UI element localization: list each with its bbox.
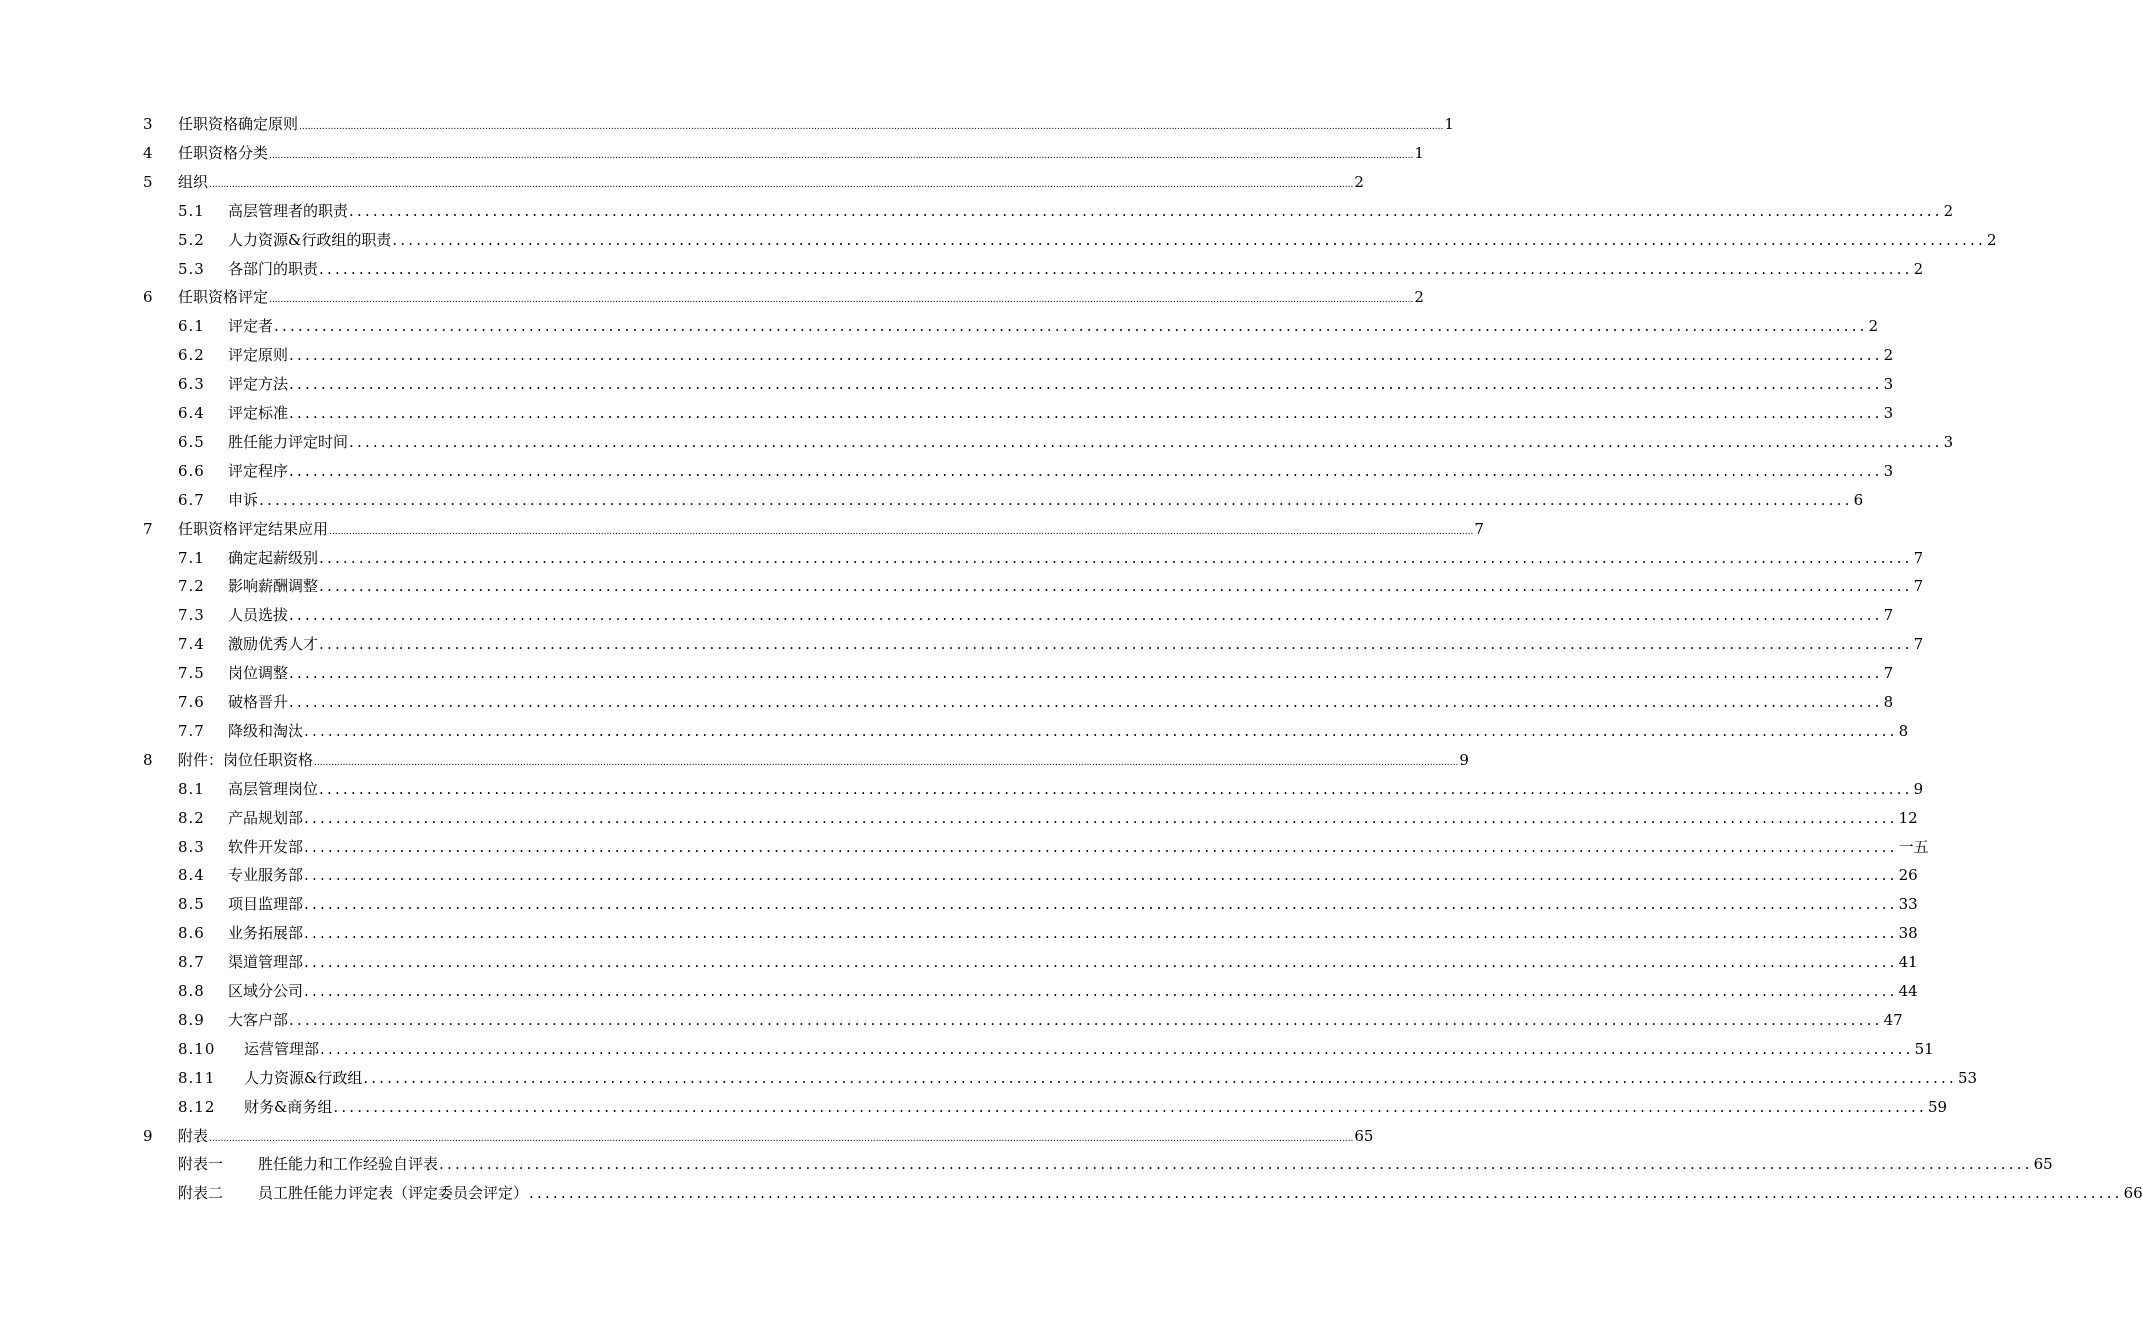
toc-entry[interactable] [0, 517, 1484, 541]
toc-entry-title: 附件：岗位任职资格 [178, 750, 314, 769]
toc-entry-page: 59 [1927, 1097, 1948, 1116]
toc-entry-title: 专业服务部 [228, 866, 304, 885]
toc-entry-title: 业务拓展部 [228, 924, 304, 943]
toc-entry[interactable] [0, 719, 1909, 743]
toc-entry-page: 一五 [1898, 837, 1929, 856]
toc-entry-line [228, 777, 1924, 801]
toc-entry-line [178, 1124, 1374, 1151]
toc-entry-title: 降级和淘汰 [228, 721, 304, 740]
toc-entry-title: 员工胜任能力评定表（评定委员会评定） [258, 1184, 529, 1203]
toc-entry-page: 41 [1898, 953, 1918, 972]
dot-leader: ........................................................................................................................................................................................................ [304, 721, 1898, 740]
toc-entry-page: 6 [1853, 490, 1864, 509]
toc-entry-page: 2 [1943, 201, 1954, 220]
toc-entry-page: 47 [1883, 1010, 1903, 1029]
dot-leader: ................................................................................................................................................................................................................................................................................................................................................................................................................ [209, 179, 1354, 190]
toc-entry-number: 8 [143, 750, 153, 769]
toc-entry[interactable] [0, 1066, 1978, 1090]
toc-entry[interactable] [0, 112, 1454, 136]
dot-leader: ........................................................................................................................................................................................................ [274, 317, 1868, 336]
dot-leader: ........................................................................................................................................................................................................ [333, 1097, 1927, 1116]
toc-entry-page: 2 [1868, 317, 1879, 336]
toc-entry-page: 7 [1474, 519, 1484, 538]
toc-entry[interactable] [0, 892, 1918, 916]
toc-entry[interactable] [0, 285, 1424, 309]
toc-entry-title: 人力资源&行政组的职责 [228, 230, 392, 249]
toc-entry[interactable] [0, 343, 1894, 367]
toc-entry-page: 2 [1414, 288, 1424, 307]
toc-entry-number: 7 [143, 519, 153, 538]
toc-entry[interactable] [0, 921, 1918, 945]
toc-entry[interactable] [0, 401, 1894, 425]
dot-leader: ........................................................................................................................................................................................................ [289, 1010, 1883, 1029]
toc-entry-page: 3 [1883, 404, 1894, 422]
toc-entry-line [228, 1008, 1903, 1032]
toc-entry[interactable] [0, 690, 1894, 714]
toc-entry[interactable] [0, 228, 1997, 252]
toc-entry-title: 组织 [178, 172, 209, 191]
dot-leader: ........................................................................................................................................................................................................ [439, 1155, 2033, 1174]
toc-entry-title: 财务&商务组 [244, 1097, 333, 1116]
toc-entry-number: 8.7 [178, 953, 205, 972]
toc-entry[interactable] [0, 979, 1918, 1003]
toc-entry-line [178, 112, 1454, 139]
toc-entry-number: 6.4 [178, 404, 205, 422]
toc-entry-line [228, 863, 1918, 887]
toc-entry-line [228, 343, 1894, 367]
toc-entry-page: 7 [1913, 635, 1924, 654]
toc-entry-title: 评定程序 [228, 461, 289, 480]
dot-leader: ................................................................................................................................................................................................................................................................................................................................................................................................................ [269, 150, 1414, 161]
toc-entry[interactable] [0, 1037, 1934, 1061]
toc-entry-page: 7 [1913, 548, 1924, 567]
toc-entry-title: 激励优秀人才 [228, 635, 319, 654]
toc-entry-number: 附表二 [178, 1184, 224, 1203]
toc-entry-page: 65 [2033, 1155, 2053, 1174]
dot-leader: ........................................................................................................................................................................................................ [319, 635, 1913, 654]
toc-entry-page: 7 [1883, 664, 1894, 683]
toc-entry-line [228, 892, 1918, 916]
toc-entry-title: 高层管理岗位 [228, 779, 319, 798]
dot-leader: ........................................................................................................................................................................................................ [363, 1068, 1957, 1087]
toc-entry-number: 8.2 [178, 808, 205, 827]
dot-leader: ........................................................................................................................................................................................................ [320, 1039, 1914, 1058]
toc-entry[interactable] [0, 199, 1954, 223]
toc-entry-number: 7.7 [178, 721, 205, 740]
toc-entry-line [228, 950, 1918, 974]
toc-entry-number: 8.10 [178, 1039, 216, 1058]
toc-entry-number: 7.5 [178, 664, 205, 683]
toc-entry-title: 评定方法 [228, 375, 289, 394]
toc-entry-line [258, 1181, 2143, 1205]
toc-entry-line [258, 1152, 2053, 1176]
toc-entry-line [228, 199, 1954, 223]
toc-entry-line [178, 517, 1484, 544]
toc-entry-title: 人力资源&行政组 [244, 1068, 363, 1087]
dot-leader: ........................................................................................................................................................................................................ [319, 779, 1913, 798]
toc-entry-title: 影响薪酬调整 [228, 577, 319, 596]
toc-entry-title: 软件开发部 [228, 837, 304, 856]
toc-entry-line [228, 979, 1918, 1003]
dot-leader: ........................................................................................................................................................................................................ [319, 577, 1913, 596]
toc-entry-title: 附表 [178, 1126, 209, 1145]
dot-leader: ........................................................................................................................................................................................................ [289, 375, 1883, 394]
toc-entry-page: 53 [1957, 1068, 1978, 1087]
toc-entry-page: 2 [1354, 172, 1364, 191]
dot-leader: ........................................................................................................................................................................................................ [289, 606, 1883, 625]
toc-entry-number: 8.1 [178, 779, 205, 798]
toc-entry-number: 4 [143, 143, 153, 162]
toc-entry-number: 9 [143, 1126, 153, 1145]
dot-leader: ................................................................................................................................................................................................................................................................................................................................................................................................................ [269, 295, 1414, 306]
dot-leader: ................................................................................................................................................................................................................................................................................................................................................................................................................ [209, 1133, 1354, 1144]
toc-entry-page: 8 [1883, 693, 1894, 711]
toc-entry[interactable] [0, 632, 1924, 656]
toc-entry[interactable] [0, 314, 1879, 338]
toc-entry-title: 任职资格分类 [178, 143, 269, 162]
toc-entry-title: 大客户部 [228, 1010, 289, 1029]
toc-entry-line [228, 661, 1894, 685]
toc-entry-number: 8.5 [178, 895, 205, 914]
dot-leader: ........................................................................................................................................................................................................ [289, 346, 1883, 365]
toc-entry-title: 运营管理部 [244, 1039, 320, 1058]
toc-entry[interactable] [0, 863, 1918, 887]
toc-entry[interactable] [0, 141, 1424, 165]
dot-leader: ........................................................................................................................................................................................................ [304, 982, 1898, 1000]
toc-entry-title: 产品规划部 [228, 808, 304, 827]
toc-entry-page: 1 [1444, 115, 1454, 133]
toc-entry-page: 9 [1459, 750, 1469, 769]
toc-entry-number: 8.8 [178, 982, 205, 1000]
toc-entry-line [228, 603, 1894, 627]
toc-entry-line [178, 141, 1424, 168]
toc-entry-line [228, 921, 1918, 945]
toc-entry-line [178, 285, 1424, 312]
toc-entry-page: 8 [1898, 721, 1909, 740]
toc-entry-line [228, 257, 1924, 281]
toc-entry-page: 7 [1913, 577, 1924, 596]
dot-leader: ........................................................................................................................................................................................................ [304, 866, 1898, 885]
dot-leader: ........................................................................................................................................................................................................ [289, 693, 1883, 711]
toc-entry-number: 5.1 [178, 201, 205, 220]
toc-entry-title: 评定原则 [228, 346, 289, 365]
toc-entry-title: 申诉 [228, 490, 259, 509]
toc-entry-page: 3 [1883, 375, 1894, 394]
toc-entry[interactable] [0, 777, 1924, 801]
toc-entry-page: 66 [2123, 1184, 2143, 1203]
toc-entry[interactable] [0, 574, 1924, 598]
toc-entry-title: 评定者 [228, 317, 274, 336]
toc-entry-title: 高层管理者的职责 [228, 201, 349, 220]
toc-entry-page: 51 [1914, 1039, 1934, 1058]
toc-entry[interactable] [0, 748, 1469, 772]
toc-entry-page: 3 [1943, 432, 1954, 451]
toc-entry-line [228, 719, 1909, 743]
toc-entry-title: 胜任能力和工作经验自评表 [258, 1155, 439, 1174]
toc-entry-line [228, 690, 1894, 714]
toc-entry-title: 岗位调整 [228, 664, 289, 683]
toc-entry[interactable] [0, 835, 1929, 859]
toc-entry-number: 7.2 [178, 577, 205, 596]
toc-entry-number: 8.12 [178, 1097, 216, 1116]
toc-entry[interactable] [0, 950, 1918, 974]
dot-leader: ........................................................................................................................................................................................................ [304, 924, 1898, 943]
toc-entry-line [228, 835, 1929, 859]
dot-leader: ........................................................................................................................................................................................................ [319, 548, 1913, 567]
toc-entry-page: 33 [1898, 895, 1918, 914]
toc-entry-title: 区域分公司 [228, 982, 304, 1000]
toc-entry-number: 6.3 [178, 375, 205, 394]
toc-entry-page: 7 [1883, 606, 1894, 625]
toc-entry-line [228, 806, 1918, 830]
toc-entry-number: 8.4 [178, 866, 205, 885]
toc-entry-page: 9 [1913, 779, 1924, 798]
dot-leader: ................................................................................................................................................................................................................................................................................................................................................................................................................ [299, 122, 1444, 132]
toc-entry-number: 8.11 [178, 1068, 216, 1087]
toc-entry-page: 2 [1986, 230, 1997, 249]
toc-entry-line [228, 228, 1997, 252]
toc-entry-number: 6.1 [178, 317, 205, 336]
dot-leader: ........................................................................................................................................................................................................ [392, 230, 1986, 249]
toc-entry-line [228, 574, 1924, 598]
toc-entry[interactable] [0, 661, 1894, 685]
toc-entry-title: 评定标准 [228, 404, 289, 422]
toc-entry-page: 2 [1913, 259, 1924, 278]
toc-entry-line [244, 1095, 1948, 1119]
dot-leader: ........................................................................................................................................................................................................ [529, 1184, 2123, 1203]
toc-entry[interactable] [0, 603, 1894, 627]
dot-leader: ........................................................................................................................................................................................................ [289, 404, 1883, 422]
toc-entry[interactable] [0, 459, 1894, 483]
dot-leader: ........................................................................................................................................................................................................ [349, 201, 1943, 220]
toc-entry[interactable] [0, 1124, 1374, 1148]
toc-entry-title: 任职资格评定结果应用 [178, 519, 329, 538]
toc-entry-number: 6.2 [178, 346, 205, 365]
toc-entry-line [244, 1037, 1934, 1061]
dot-leader: ........................................................................................................................................................................................................ [304, 895, 1898, 914]
toc-entry-number: 5 [143, 172, 153, 191]
toc-entry-page: 2 [1883, 346, 1894, 365]
toc-entry[interactable] [0, 806, 1918, 830]
toc-entry[interactable] [0, 546, 1924, 570]
toc-entry-number: 6.7 [178, 490, 205, 509]
toc-entry-number: 7.3 [178, 606, 205, 625]
dot-leader: ........................................................................................................................................................................................................ [349, 432, 1943, 451]
toc-entry-line [244, 1066, 1978, 1090]
toc-entry-line [228, 430, 1954, 454]
toc-entry-number: 8.9 [178, 1010, 205, 1029]
toc-entry-title: 项目监理部 [228, 895, 304, 914]
toc-entry-number: 6 [143, 288, 153, 307]
toc-entry-line [228, 401, 1894, 425]
toc-entry[interactable] [0, 372, 1894, 396]
toc-entry[interactable] [0, 1095, 1948, 1119]
toc-entry-number: 3 [143, 115, 153, 133]
toc-entry-page: 44 [1898, 982, 1918, 1000]
toc-entry[interactable] [0, 488, 1864, 512]
toc-entry[interactable] [0, 170, 1364, 194]
toc-entry-title: 任职资格确定原则 [178, 115, 299, 133]
toc-entry-line [228, 488, 1864, 512]
toc-entry-number: 6.5 [178, 432, 205, 451]
toc-entry-page: 26 [1898, 866, 1918, 885]
toc-entry-title: 胜任能力评定时间 [228, 432, 349, 451]
toc-entry-page: 1 [1414, 143, 1424, 162]
dot-leader: ........................................................................................................................................................................................................ [259, 490, 1853, 509]
dot-leader: ........................................................................................................................................................................................................ [289, 461, 1883, 480]
toc-entry-number: 附表一 [178, 1155, 224, 1174]
dot-leader: ........................................................................................................................................................................................................ [304, 837, 1898, 856]
toc-entry-line [228, 372, 1894, 396]
toc-entry-line [178, 748, 1469, 775]
toc-entry-line [228, 546, 1924, 570]
toc-entry[interactable] [0, 1152, 2053, 1176]
toc-entry-title: 任职资格评定 [178, 288, 269, 307]
toc-entry-title: 渠道管理部 [228, 953, 304, 972]
dot-leader: ........................................................................................................................................................................................................ [319, 259, 1913, 278]
toc-entry-line [228, 459, 1894, 483]
toc-entry-number: 8.3 [178, 837, 205, 856]
toc-entry-number: 7.4 [178, 635, 205, 654]
toc-entry-number: 5.3 [178, 259, 205, 278]
toc-entry[interactable] [0, 430, 1954, 454]
toc-entry-number: 7.1 [178, 548, 205, 567]
toc-entry-number: 6.6 [178, 461, 205, 480]
toc-entry-number: 7.6 [178, 693, 205, 711]
toc-entry-number: 8.6 [178, 924, 205, 943]
toc-entry-line [228, 632, 1924, 656]
dot-leader: ................................................................................................................................................................................................................................................................................................................................................................................................................ [329, 526, 1474, 537]
toc-entry-title: 各部门的职责 [228, 259, 319, 278]
dot-leader: ................................................................................................................................................................................................................................................................................................................................................................................................................ [314, 757, 1459, 768]
toc-entry-number: 5.2 [178, 230, 205, 249]
dot-leader: ........................................................................................................................................................................................................ [289, 664, 1883, 683]
toc-entry-title: 人员选拔 [228, 606, 289, 625]
toc-entry-line [178, 170, 1364, 197]
toc-entry-title: 破格晋升 [228, 693, 289, 711]
toc-entry-title: 确定起薪级别 [228, 548, 319, 567]
dot-leader: ........................................................................................................................................................................................................ [304, 953, 1898, 972]
toc-entry-page: 65 [1354, 1126, 1374, 1145]
toc-entry[interactable] [0, 1181, 2143, 1205]
dot-leader: ........................................................................................................................................................................................................ [304, 808, 1898, 827]
toc-entry[interactable] [0, 257, 1924, 281]
toc-entry-line [228, 314, 1879, 338]
toc-entry-page: 12 [1898, 808, 1918, 827]
toc-entry[interactable] [0, 1008, 1903, 1032]
toc-entry-page: 38 [1898, 924, 1918, 943]
toc-entry-page: 3 [1883, 461, 1894, 480]
